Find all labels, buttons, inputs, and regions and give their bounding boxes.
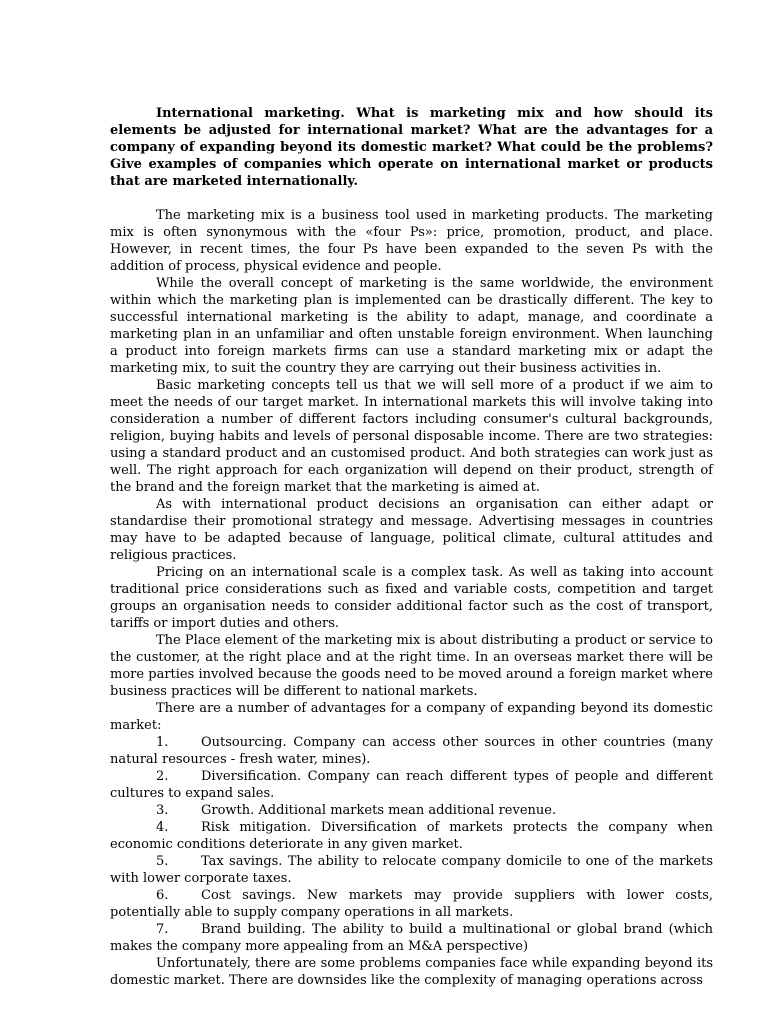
paragraph-marketing-mix: The marketing mix is a business tool used in marketing products. The marketing mix is often synonymous with the «four Ps»: price, promotion, product, and place. However, in recent times, the four Ps have been expanded to the seven Ps with the addition of process, physical evidence and people. bbox=[110, 208, 713, 274]
list-item-number: 3. bbox=[156, 803, 169, 818]
list-item bbox=[110, 921, 713, 955]
list-item-number: 1. bbox=[156, 735, 169, 750]
paragraph-environment: While the overall concept of marketing is the same worldwide, the environment within which the marketing plan is implemented can be drastically different. The key to successful international marketing is the ability to adapt, manage, and coordinate a marketing plan in an unfamiliar and often unstable foreign environment. When launching a product into foreign markets firms can use a standard marketing mix or adapt the marketing mix, to suit the country they are carrying out their business activities in. bbox=[110, 276, 713, 376]
list-item bbox=[110, 734, 713, 768]
list-item bbox=[110, 819, 713, 853]
paragraph-product: Basic marketing concepts tell us that we will sell more of a product if we aim to meet the needs of our target market. In international markets this will involve taking into consideration a number of different factors including consumer's cultural backgrounds, religion, buying habits and levels of personal disposable income. There are two strategies: using a standard product and an customised product. And both strategies can work just as well. The right approach for each organization will depend on their product, strength of the brand and the foreign market that the marketing is aimed at. bbox=[110, 378, 713, 495]
list-item-text: Outsourcing. Company can access other sources in other countries (many natural resources - fresh water, mines). bbox=[110, 735, 713, 767]
list-item-number: 2. bbox=[156, 769, 169, 784]
list-item-text: Cost savings. New markets may provide suppliers with lower costs, potentially able to supply company operations in all markets. bbox=[110, 888, 713, 920]
document-page bbox=[110, 105, 713, 989]
list-item-text: Risk mitigation. Diversification of markets protects the company when economic conditions deteriorate in any given market. bbox=[110, 820, 713, 852]
list-item-number: 5. bbox=[156, 854, 169, 869]
paragraph-pricing: Pricing on an international scale is a complex task. As well as taking into account traditional price considerations such as fixed and variable costs, competition and target groups an organisation needs to consider additional factor such as the cost of transport, tariffs or import duties and others. bbox=[110, 565, 713, 631]
list-item-number: 7. bbox=[156, 922, 169, 937]
list-item-number: 4. bbox=[156, 820, 169, 835]
document-heading: International marketing. What is marketing mix and how should its elements be adjusted for international market? What are the advantages for a company of expanding beyond its domestic market? What could be the problems? Give examples of companies which operate on international market or products that are marketed internationally. bbox=[110, 106, 713, 189]
list-item-number: 6. bbox=[156, 888, 169, 903]
list-item-text: Brand building. The ability to build a multinational or global brand (which makes the company more appealing from an M&A perspective) bbox=[110, 922, 713, 954]
list-item bbox=[110, 802, 713, 819]
list-item bbox=[110, 887, 713, 921]
paragraph-problems: Unfortunately, there are some problems companies face while expanding beyond its domestic market. There are downsides like the complexity of managing operations across bbox=[110, 956, 713, 988]
list-item bbox=[110, 768, 713, 802]
list-item-text: Diversification. Company can reach different types of people and different cultures to expand sales. bbox=[110, 769, 713, 801]
paragraph-promotion: As with international product decisions an organisation can either adapt or standardise their promotional strategy and message. Advertising messages in countries may have to be adapted because of language, political climate, cultural attitudes and religious practices. bbox=[110, 497, 713, 563]
list-item-text: Tax savings. The ability to relocate company domicile to one of the markets with lower corporate taxes. bbox=[110, 854, 713, 886]
paragraph-place: The Place element of the marketing mix is about distributing a product or service to the customer, at the right place and at the right time. In an overseas market there will be more parties involved because the goods need to be moved around a foreign market where business practices will be different to national markets. bbox=[110, 633, 713, 699]
paragraph-advantages-intro: There are a number of advantages for a company of expanding beyond its domestic market: bbox=[110, 701, 713, 733]
list-item bbox=[110, 853, 713, 887]
list-item-text: Growth. Additional markets mean additional revenue. bbox=[201, 803, 557, 818]
